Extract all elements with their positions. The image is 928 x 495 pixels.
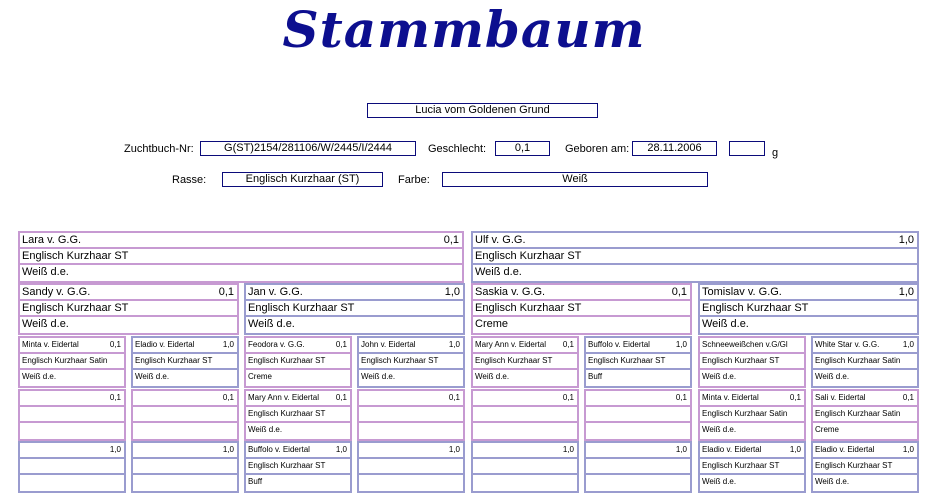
sex-code: 0,1 (789, 393, 801, 402)
breed: Englisch Kurzhaar ST (475, 250, 582, 262)
gen4-dam-card[interactable] (357, 389, 465, 441)
breed: Englisch Kurzhaar ST (248, 409, 326, 418)
geschlecht-label: Geschlecht: (428, 143, 487, 155)
parent-card-dam[interactable] (18, 231, 464, 283)
coat-color: Weiß d.e. (135, 372, 170, 381)
breed: Englisch Kurzhaar ST (135, 356, 213, 365)
animal-name: Eladio v. Eidertal (815, 445, 875, 454)
coat-color: Weiß d.e. (815, 372, 850, 381)
sex-code: 1,0 (562, 445, 574, 454)
coat-color: Weiß d.e. (22, 266, 69, 278)
sex-code: 0,1 (443, 234, 459, 246)
animal-name: Schneeweißchen v.G/Gl (702, 340, 788, 349)
gen4-sire-card[interactable] (244, 441, 352, 493)
coat-color: Weiß d.e. (815, 477, 850, 486)
coat-color: Weiß d.e. (22, 318, 69, 330)
breed: Englisch Kurzhaar ST (22, 302, 129, 314)
coat-color: Weiß d.e. (361, 372, 396, 381)
rasse-field[interactable]: Englisch Kurzhaar (ST) (222, 172, 383, 187)
gen4-sire-card[interactable] (131, 441, 239, 493)
gen4-sire-card[interactable] (471, 441, 579, 493)
breed: Englisch Kurzhaar ST (248, 461, 326, 470)
sex-code: 1,0 (448, 340, 460, 349)
sex-code: 1,0 (789, 445, 801, 454)
breed: Englisch Kurzhaar ST (248, 302, 355, 314)
geboren-label: Geboren am: (565, 143, 630, 155)
farbe-field[interactable]: Weiß (442, 172, 708, 187)
coat-color: Creme (815, 425, 840, 434)
animal-name: Buffolo v. Eidertal (248, 445, 310, 454)
grandparent-card[interactable] (18, 283, 239, 335)
breed: Englisch Kurzhaar ST (22, 250, 129, 262)
coat-color: Weiß d.e. (702, 425, 737, 434)
coat-color: Buff (248, 477, 263, 486)
gen4-dam-card[interactable] (698, 389, 806, 441)
animal-name: Ulf v. G.G. (475, 234, 526, 246)
gen4-dam-card[interactable] (131, 389, 239, 441)
gewicht-field[interactable] (729, 141, 765, 156)
sex-code: 1,0 (222, 340, 234, 349)
sex-code: 0,1 (562, 393, 574, 402)
animal-name: Mary Ann v. Eidertal (475, 340, 546, 349)
great-grandparent-card[interactable] (244, 336, 352, 388)
gen4-dam-card[interactable] (811, 389, 919, 441)
gen4-sire-card[interactable] (811, 441, 919, 493)
sex-code: 0,1 (448, 393, 460, 402)
coat-color: Weiß d.e. (248, 425, 283, 434)
gewicht-unit-label: g (772, 147, 779, 159)
sex-code: 0,1 (218, 286, 234, 298)
great-grandparent-card[interactable] (811, 336, 919, 388)
great-grandparent-card[interactable] (471, 336, 579, 388)
great-grandparent-card[interactable] (698, 336, 806, 388)
gen4-sire-card[interactable] (584, 441, 692, 493)
sex-code: 1,0 (109, 445, 121, 454)
animal-name: John v. Eidertal (361, 340, 416, 349)
sex-code: 1,0 (675, 445, 687, 454)
great-grandparent-card[interactable] (357, 336, 465, 388)
geschlecht-field[interactable]: 0,1 (495, 141, 550, 156)
geboren-field[interactable]: 28.11.2006 (632, 141, 717, 156)
coat-color: Weiß d.e. (475, 266, 522, 278)
sex-code: 1,0 (335, 445, 347, 454)
breed: Englisch Kurzhaar ST (361, 356, 439, 365)
sex-code: 1,0 (448, 445, 460, 454)
animal-name: Jan v. G.G. (248, 286, 303, 298)
breed: Englisch Kurzhaar Satin (22, 356, 108, 365)
rasse-label: Rasse: (172, 174, 207, 186)
zuchtbuch-label: Zuchtbuch-Nr: (124, 143, 194, 155)
coat-color: Weiß d.e. (702, 318, 749, 330)
animal-name: Eladio v. Eidertal (135, 340, 195, 349)
gen4-dam-card[interactable] (584, 389, 692, 441)
breed: Englisch Kurzhaar Satin (702, 409, 788, 418)
breed: Englisch Kurzhaar Satin (815, 409, 901, 418)
breed: Englisch Kurzhaar ST (815, 461, 893, 470)
animal-name: Buffolo v. Eidertal (588, 340, 650, 349)
gen4-sire-card[interactable] (698, 441, 806, 493)
sex-code: 1,0 (898, 286, 914, 298)
sex-code: 0,1 (109, 340, 121, 349)
zuchtbuch-field[interactable]: G(ST)2154/281106/W/2445/I/2444 (200, 141, 416, 156)
coat-color: Weiß d.e. (22, 372, 57, 381)
great-grandparent-card[interactable] (18, 336, 126, 388)
sex-code: 0,1 (671, 286, 687, 298)
sex-code: 0,1 (902, 393, 914, 402)
gen4-sire-card[interactable] (357, 441, 465, 493)
sex-code: 0,1 (222, 393, 234, 402)
coat-color: Buff (588, 372, 603, 381)
breed: Englisch Kurzhaar ST (702, 302, 809, 314)
animal-name: Feodora v. G.G. (248, 340, 305, 349)
animal-name: Mary Ann v. Eidertal (248, 393, 319, 402)
coat-color: Creme (475, 318, 509, 330)
sex-code: 0,1 (562, 340, 574, 349)
animal-name: Lara v. G.G. (22, 234, 82, 246)
coat-color: Creme (248, 372, 273, 381)
great-grandparent-card[interactable] (584, 336, 692, 388)
page-title: Stammbaum (282, 0, 646, 59)
sex-code: 0,1 (335, 393, 347, 402)
breed: Englisch Kurzhaar ST (702, 356, 780, 365)
animal-name: Tomislav v. G.G. (702, 286, 782, 298)
gen4-dam-card[interactable] (18, 389, 126, 441)
animal-name: Minta v. Eidertal (22, 340, 79, 349)
sex-code: 1,0 (444, 286, 460, 298)
gen4-dam-card[interactable] (471, 389, 579, 441)
sex-code: 1,0 (222, 445, 234, 454)
grandparent-card[interactable] (471, 283, 692, 335)
grandparent-card[interactable] (244, 283, 465, 335)
coat-color: Weiß d.e. (702, 477, 737, 486)
farbe-label: Farbe: (398, 174, 430, 186)
coat-color: Weiß d.e. (475, 372, 510, 381)
breed: Englisch Kurzhaar ST (248, 356, 326, 365)
animal-name: White Star v. G.G. (815, 340, 880, 349)
animal-name: Minta v. Eidertal (702, 393, 759, 402)
sex-code: 0,1 (109, 393, 121, 402)
coat-color: Weiß d.e. (248, 318, 295, 330)
coat-color: Weiß d.e. (702, 372, 737, 381)
great-grandparent-card[interactable] (131, 336, 239, 388)
breed: Englisch Kurzhaar ST (588, 356, 666, 365)
breed: Englisch Kurzhaar ST (475, 356, 553, 365)
breed: Englisch Kurzhaar Satin (815, 356, 901, 365)
parent-card-sire[interactable] (471, 231, 919, 283)
gen4-sire-card[interactable] (18, 441, 126, 493)
sex-code: 1,0 (902, 445, 914, 454)
sex-code: 0,1 (675, 393, 687, 402)
sex-code: 1,0 (902, 340, 914, 349)
animal-name: Saskia v. G.G. (475, 286, 546, 298)
dog-name-field[interactable]: Lucia vom Goldenen Grund (367, 103, 598, 118)
sex-code: 0,1 (335, 340, 347, 349)
gen4-dam-card[interactable] (244, 389, 352, 441)
animal-name: Sandy v. G.G. (22, 286, 91, 298)
breed: Englisch Kurzhaar ST (475, 302, 582, 314)
animal-name: Sali v. Eidertal (815, 393, 866, 402)
breed: Englisch Kurzhaar ST (702, 461, 780, 470)
grandparent-card[interactable] (698, 283, 919, 335)
sex-code: 1,0 (675, 340, 687, 349)
sex-code: 1,0 (898, 234, 914, 246)
animal-name: Eladio v. Eidertal (702, 445, 762, 454)
